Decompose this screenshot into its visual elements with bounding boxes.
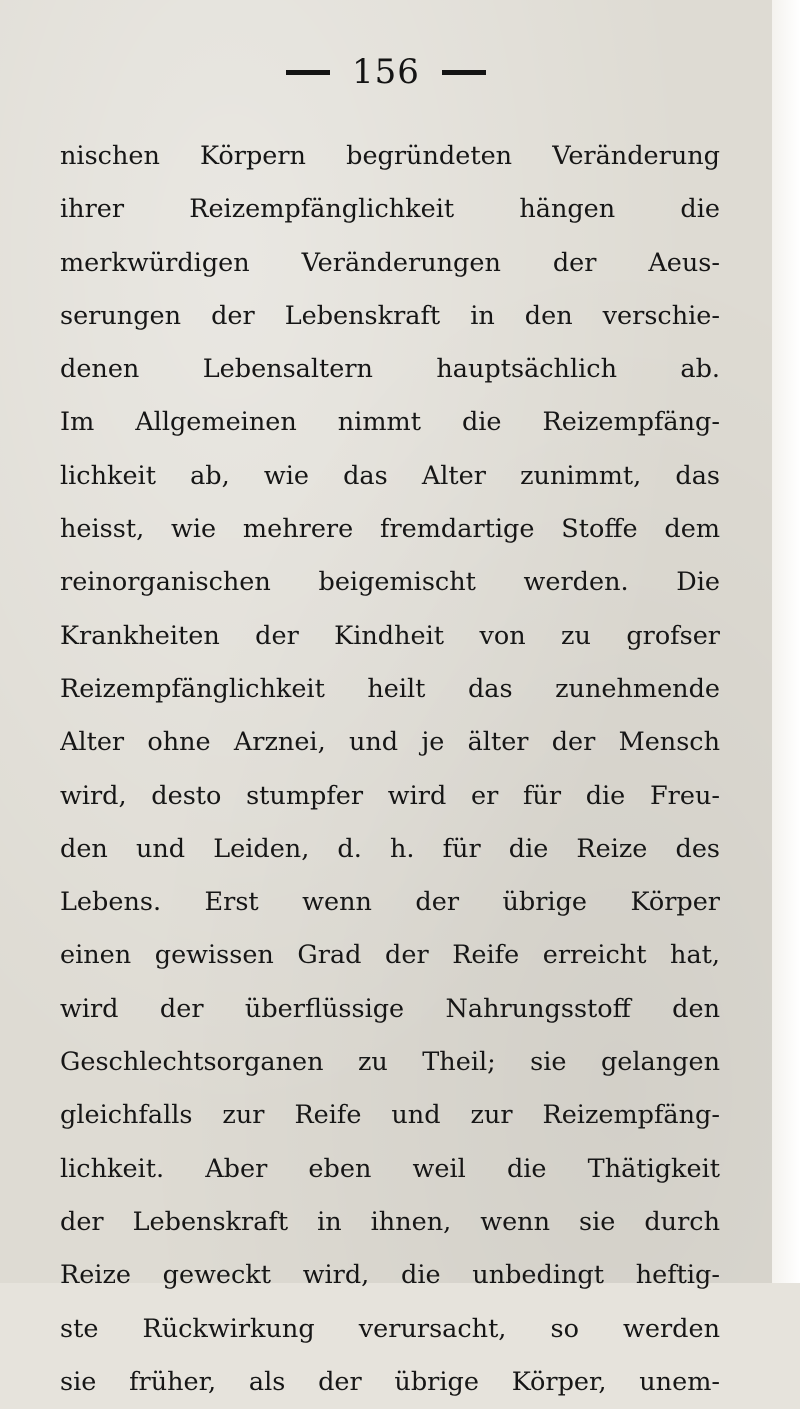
text-line: den und Leiden, d. h. für die Reize des: [60, 833, 720, 864]
text-line: Geschlechtsorganen zu Theil; sie gelangen: [60, 1047, 720, 1078]
text-line: der Lebenskraft in ihnen, wenn sie durch: [60, 1206, 720, 1237]
page-number: 156: [352, 52, 420, 92]
text-line: reinorganischen beigemischt werden. Die: [60, 567, 720, 598]
header-dash-left: [286, 70, 330, 75]
text-line: lichkeit. Aber eben weil die Thätigkeit: [60, 1153, 720, 1184]
text-line: Lebens. Erst wenn der übrige Körper: [60, 887, 720, 918]
text-line: Im Allgemeinen nimmt die Reizempfäng-: [60, 407, 720, 438]
text-line: nischen Körpern begründeten Veränderung: [60, 141, 720, 171]
text-line: lichkeit ab, wie das Alter zunimmt, das: [60, 460, 720, 491]
text-line: Alter ohne Arznei, und je älter der Mensch: [60, 727, 720, 758]
text-line: Krankheiten der Kindheit von zu grofser: [60, 620, 720, 651]
text-line: Reize geweckt wird, die unbedingt heftig-: [60, 1260, 720, 1291]
text-line: heisst, wie mehrere fremdartige Stoffe dem: [60, 514, 720, 545]
text-line: serungen der Lebenskraft in den verschie-: [60, 300, 720, 331]
body-text: [60, 130, 720, 1409]
header-dash-right: [442, 70, 486, 75]
text-line: gleichfalls zur Reife und zur Reizempfäng-: [60, 1100, 720, 1131]
page-edge: [772, 0, 800, 1283]
text-line: sie früher, als der übrige Körper, unem-: [60, 1366, 720, 1397]
text-line: ste Rückwirkung verursacht, so werden: [60, 1313, 720, 1344]
text-line: wird, desto stumpfer wird er für die Freu-: [60, 780, 720, 811]
text-line: ihrer Reizempfänglichkeit hängen die: [60, 194, 720, 225]
text-line: einen gewissen Grad der Reife erreicht hat,: [60, 940, 720, 971]
text-line: wird der überflüssige Nahrungsstoff den: [60, 993, 720, 1024]
page-header: [0, 50, 772, 94]
text-line: Reizempfänglichkeit heilt das zunehmende: [60, 673, 720, 704]
text-line: denen Lebensaltern hauptsächlich ab.: [60, 354, 720, 385]
text-line: merkwürdigen Veränderungen der Aeus-: [60, 247, 720, 278]
